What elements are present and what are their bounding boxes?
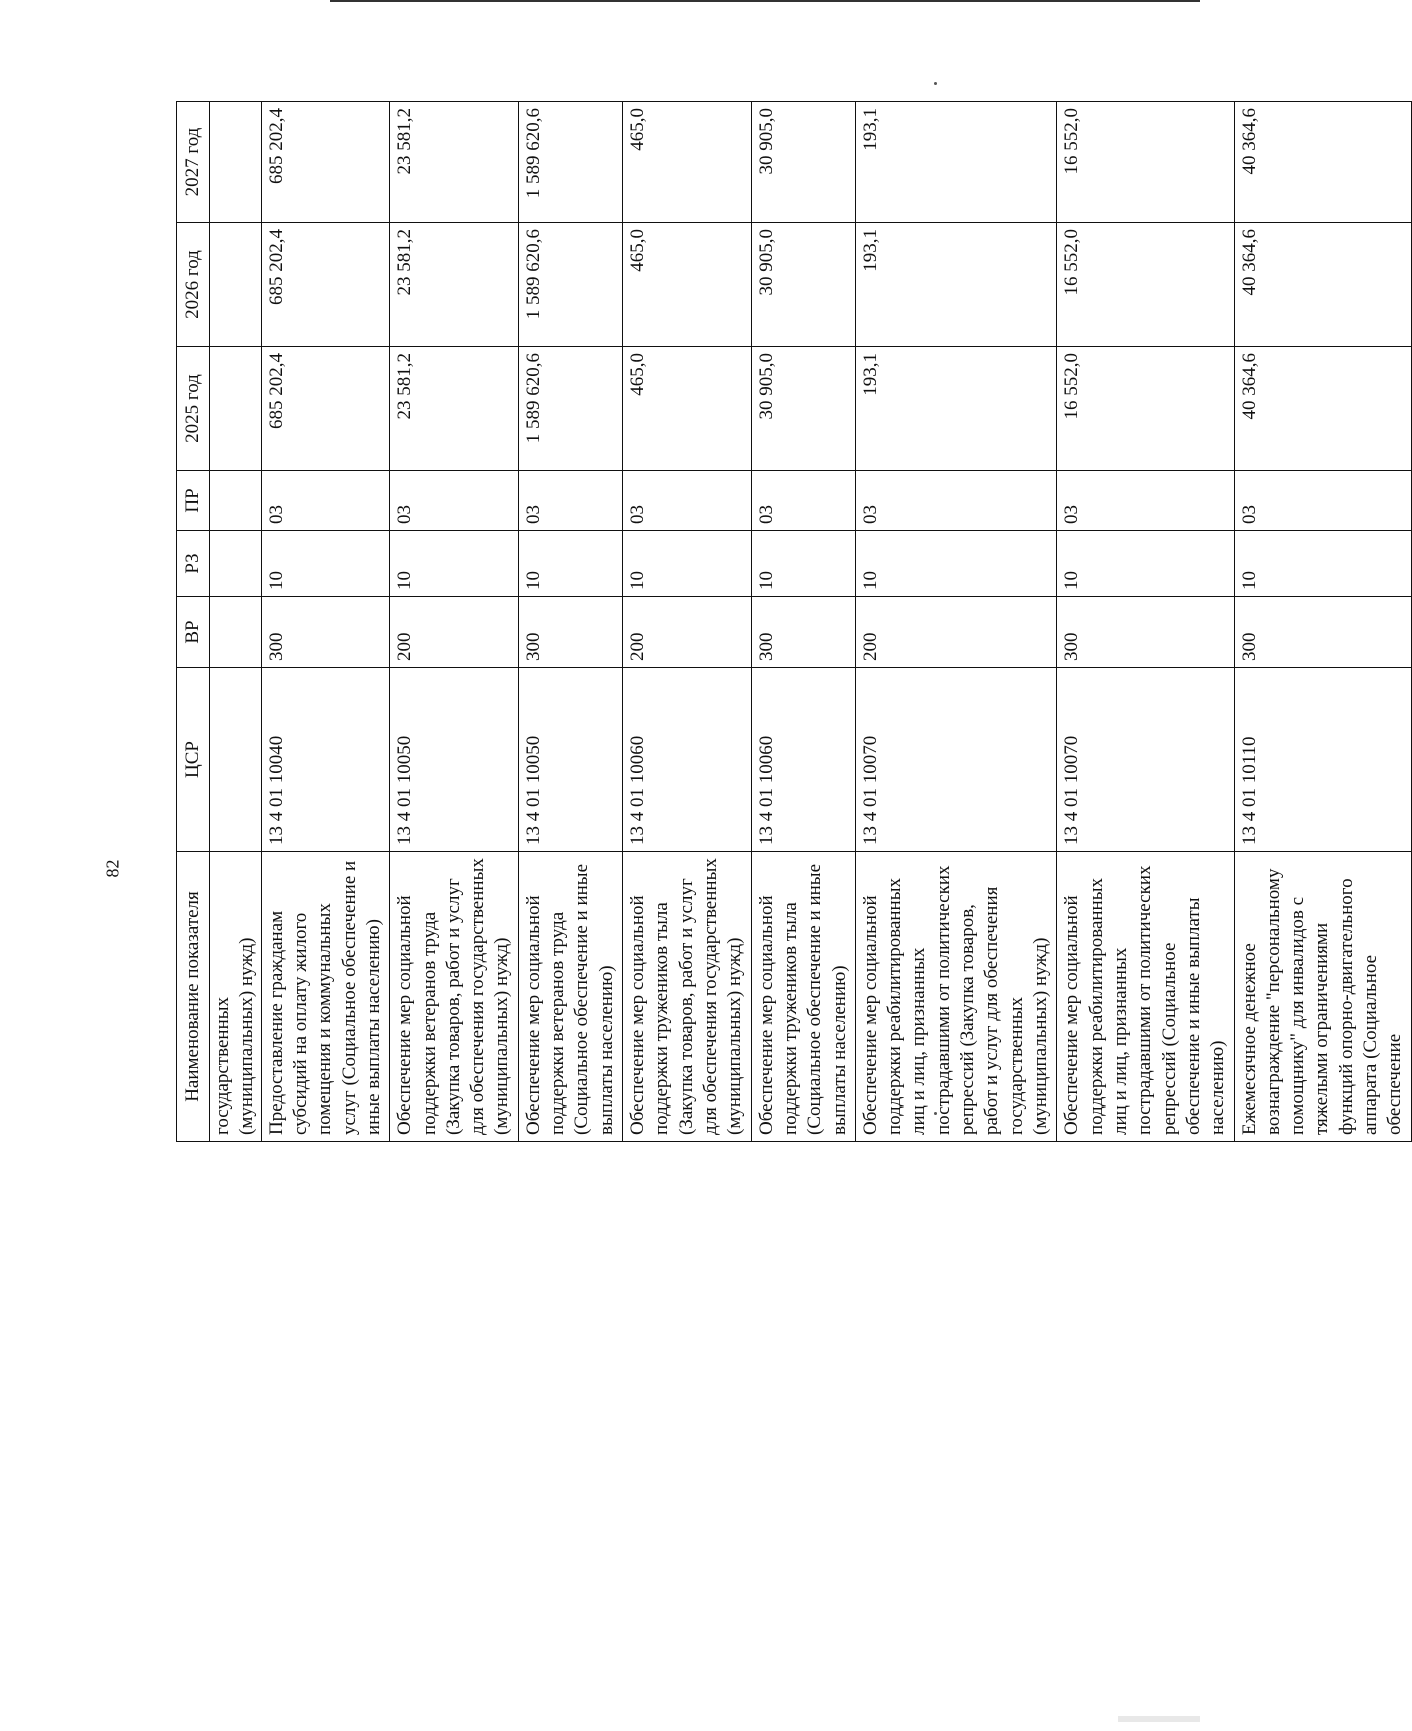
header-csr: ЦСР <box>177 668 210 852</box>
header-rz: РЗ <box>177 531 210 597</box>
rotated-table-container <box>176 102 1406 1142</box>
row-csr: 13 4 01 10070 <box>855 668 1057 852</box>
table-row <box>390 102 519 1142</box>
row-pr: 03 <box>390 471 519 531</box>
table-row <box>855 102 1057 1142</box>
row-2027: 1 589 620,6 <box>518 102 622 223</box>
row-pr: 03 <box>1234 471 1411 531</box>
row-vr: 300 <box>518 597 622 668</box>
row-2025: 30 905,0 <box>751 347 855 471</box>
row-2026: 465,0 <box>623 223 752 347</box>
row-csr: 13 4 01 10050 <box>390 668 519 852</box>
row-pr: 03 <box>261 471 390 531</box>
row-2027: 685 202,4 <box>261 102 390 223</box>
table-row <box>1234 102 1411 1142</box>
budget-table <box>176 101 1412 1142</box>
table-row <box>623 102 752 1142</box>
scan-edge <box>1118 1716 1200 1722</box>
row-vr: 300 <box>751 597 855 668</box>
row-rz: 10 <box>623 531 752 597</box>
scan-speck <box>934 82 937 85</box>
row-vr: 300 <box>261 597 390 668</box>
row-rz: 10 <box>1057 531 1234 597</box>
row-csr: 13 4 01 10050 <box>518 668 622 852</box>
header-name: Наименование показателя <box>177 852 210 1142</box>
row-2026: 1 589 620,6 <box>518 223 622 347</box>
row-2027: 30 905,0 <box>751 102 855 223</box>
row-name: Предоставление гражданам субсидий на оплату жилого помещения и коммунальных услуг (Социальное обеспечение и иные выплаты населению) <box>261 852 390 1142</box>
table-row <box>518 102 622 1142</box>
continuation-row <box>210 102 262 1142</box>
header-2027: 2027 год <box>177 102 210 223</box>
header-2025: 2025 год <box>177 347 210 471</box>
row-pr: 03 <box>751 471 855 531</box>
row-name: Ежемесячное денежное вознаграждение "персональному помощнику" для инвалидов с тяжелыми ограничениями функций опорно-двигательного аппарата (Социальное обеспечение <box>1234 852 1411 1142</box>
row-csr: 13 4 01 10040 <box>261 668 390 852</box>
header-vr: ВР <box>177 597 210 668</box>
top-border-line <box>330 0 1200 2</box>
row-2026: 16 552,0 <box>1057 223 1234 347</box>
row-2027: 23 581,2 <box>390 102 519 223</box>
row-2026: 40 364,6 <box>1234 223 1411 347</box>
row-2025: 685 202,4 <box>261 347 390 471</box>
row-pr: 03 <box>1057 471 1234 531</box>
row-2025: 23 581,2 <box>390 347 519 471</box>
row-vr: 300 <box>1057 597 1234 668</box>
row-pr: 03 <box>623 471 752 531</box>
row-2025: 465,0 <box>623 347 752 471</box>
table-row <box>751 102 855 1142</box>
row-csr: 13 4 01 10070 <box>1057 668 1234 852</box>
row-2025: 16 552,0 <box>1057 347 1234 471</box>
row-pr: 03 <box>855 471 1057 531</box>
row-vr: 300 <box>1234 597 1411 668</box>
row-name: Обеспечение мер социальной поддержки ветеранов труда (Закупка товаров, работ и услуг для обеспечения государственных (муниципальных) нужд) <box>390 852 519 1142</box>
row-2025: 1 589 620,6 <box>518 347 622 471</box>
row-2027: 16 552,0 <box>1057 102 1234 223</box>
row-csr: 13 4 01 10060 <box>623 668 752 852</box>
row-2026: 685 202,4 <box>261 223 390 347</box>
row-vr: 200 <box>390 597 519 668</box>
row-name: Обеспечение мер социальной поддержки реабилитированных лиц и лиц, признанных пострадавшими от политических репрессий (Закупка товаров, работ и услуг для обеспечения государственных (муниципальных) нужд) <box>855 852 1057 1142</box>
page-number: 82 <box>102 859 123 878</box>
row-2026: 193,1 <box>855 223 1057 347</box>
row-2025: 193,1 <box>855 347 1057 471</box>
table-row <box>261 102 390 1142</box>
row-vr: 200 <box>855 597 1057 668</box>
row-name: Обеспечение мер социальной поддержки тружеников тыла (Социальное обеспечение и иные выплаты населению) <box>751 852 855 1142</box>
row-rz: 10 <box>390 531 519 597</box>
row-2027: 465,0 <box>623 102 752 223</box>
row-rz: 10 <box>1234 531 1411 597</box>
header-2026: 2026 год <box>177 223 210 347</box>
row-2025: 40 364,6 <box>1234 347 1411 471</box>
row-csr: 13 4 01 10060 <box>751 668 855 852</box>
row-rz: 10 <box>261 531 390 597</box>
row-2026: 23 581,2 <box>390 223 519 347</box>
row-rz: 10 <box>751 531 855 597</box>
table-row <box>1057 102 1234 1142</box>
row-vr: 200 <box>623 597 752 668</box>
row-2026: 30 905,0 <box>751 223 855 347</box>
row-name: Обеспечение мер социальной поддержки тружеников тыла (Закупка товаров, работ и услуг для обеспечения государственных (муниципальных) нужд) <box>623 852 752 1142</box>
row-name: Обеспечение мер социальной поддержки ветеранов труда (Социальное обеспечение и иные выплаты населению) <box>518 852 622 1142</box>
table-header-row <box>177 102 210 1142</box>
row-2027: 40 364,6 <box>1234 102 1411 223</box>
row-2027: 193,1 <box>855 102 1057 223</box>
row-rz: 10 <box>518 531 622 597</box>
row-pr: 03 <box>518 471 622 531</box>
row-name: Обеспечение мер социальной поддержки реабилитированных лиц и лиц, признанных пострадавшими от политических репрессий (Социальное обеспечение и иные выплаты населению) <box>1057 852 1234 1142</box>
row-rz: 10 <box>855 531 1057 597</box>
row-csr: 13 4 01 10110 <box>1234 668 1411 852</box>
continuation-text: государственных (муниципальных) нужд) <box>210 852 262 1142</box>
header-pr: ПР <box>177 471 210 531</box>
